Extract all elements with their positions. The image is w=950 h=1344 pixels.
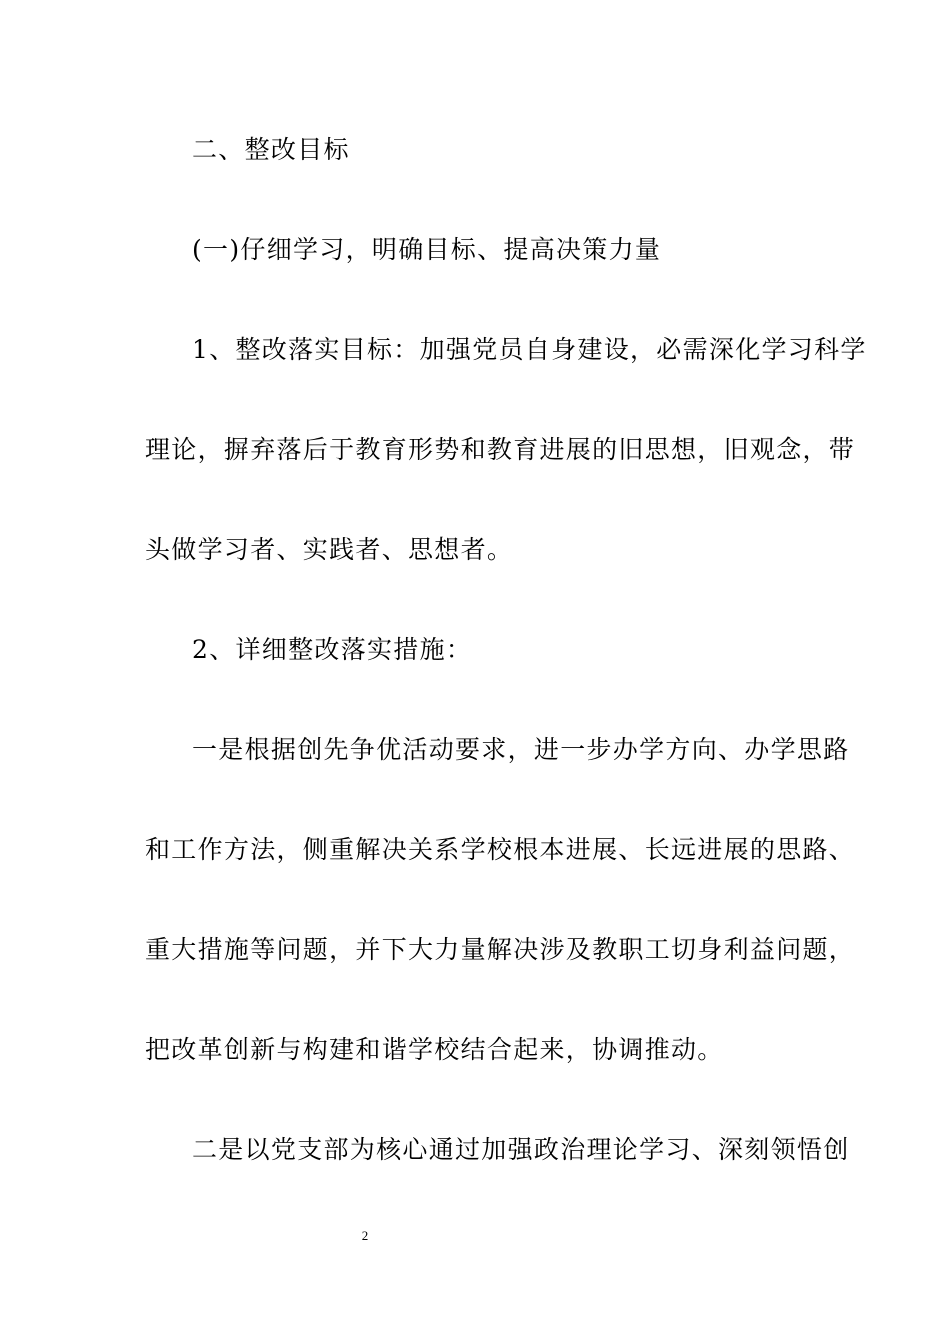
paragraph-line: 一是根据创先争优活动要求，进一步办学方向、办学思路 [192,735,850,764]
paragraph-line: 把改革创新与构建和谐学校结合起来，协调推动。 [145,1035,724,1064]
paragraph-line: 和工作方法，侧重解决关系学校根本进展、长远进展的思路、 [145,835,856,864]
paragraph-line: 头做学习者、实践者、思想者。 [145,535,514,564]
paragraph-line: 重大措施等问题，并下大力量解决涉及教职工切身利益问题， [145,935,856,964]
paragraph-line: 理论，摒弃落后于教育形势和教育进展的旧思想，旧观念，带 [145,435,856,464]
section-heading: 二、整改目标 [192,135,350,164]
paragraph-line: 1、整改落实目标：加强党员自身建设，必需深化学习科学 [192,335,867,364]
paragraph-line: 二是以党支部为核心通过加强政治理论学习、深刻领悟创 [192,1135,850,1164]
subsection-heading: (一)仔细学习，明确目标、提高决策力量 [192,235,662,264]
page-number: 2 [361,1228,369,1243]
paragraph-line: 2、详细整改落实措施： [192,635,473,664]
